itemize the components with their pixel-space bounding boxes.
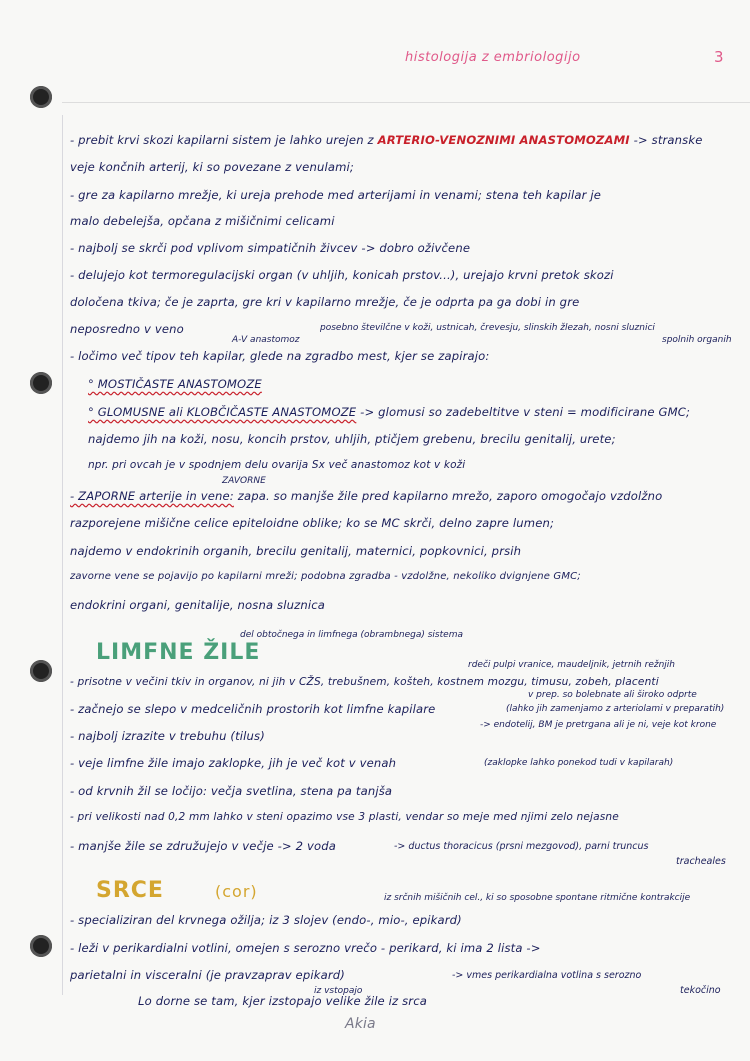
text-line: najdemo v endokrinih organih, brecilu genitalij, maternici, popkovnici, prsih — [70, 544, 522, 558]
text-line: - prebit krvi skozi kapilarni sistem je lahko urejen z ARTERIO-VENOZNIMI ANASTOMOZAMI -> stranske — [70, 133, 703, 147]
text-line: - veje limfne žile imajo zaklopke, jih je več kot v venah — [70, 756, 397, 770]
margin-note: spolnih organih — [662, 335, 732, 345]
text-line: malo debelejša, opčana z mišičnimi celicami — [70, 214, 335, 228]
text-line: - začnejo se slepo v medceličnih prostorih kot limfne kapilare — [70, 702, 436, 716]
margin-note: -> ductus thoracicus (prsni mezgovod), parni truncus — [394, 841, 649, 852]
margin-note: -> endotelij, BM je pretrgana ali je ni, veje kot krone — [480, 720, 717, 730]
text-line: - delujejo kot termoregulacijski organ (v uhljih, konicah prstov...), urejajo krvni pretok skozi — [70, 268, 614, 282]
margin-note: -> vmes perikardialna votlina s serozno — [452, 970, 642, 981]
margin-note: (lahko jih zamenjamo z arteriolami v preparatih) — [506, 704, 725, 714]
text-line: - najbolj izrazite v trebuhu (tilus) — [70, 729, 265, 743]
header-rule — [62, 102, 750, 103]
text-line: veje končnih arterij, ki so povezane z venulami; — [70, 160, 354, 174]
margin-note: rdeči pulpi vranice, maudeljnik, jetrnih režnjih — [468, 660, 675, 670]
margin-note: A-V anastomoz — [232, 335, 300, 345]
margin-note: ZAVORNE — [222, 476, 266, 486]
list-item: ° GLOMUSNE ali KLOBČIČASTE ANASTOMOZE -> glomusi so zadebeltitve v steni = modificirane GMC; — [88, 405, 691, 419]
punch-hole — [30, 935, 52, 957]
margin-note: tekočino — [680, 985, 721, 996]
text-line: npr. pri ovcah je v spodnjem delu ovarija Sx več anastomoz kot v koži — [88, 459, 466, 471]
text-line: razporejene mišične celice epiteloidne oblike; ko se MC skrči, delno zapre lumen; — [70, 516, 555, 530]
text-line: - ločimo več tipov teh kapilar, glede na zgradbo mest, kjer se zapirajo: — [70, 349, 490, 363]
margin-note: iz vstopajo — [314, 986, 363, 996]
text-line: določena tkiva; če je zaprta, gre kri v kapilarno mrežje, če je odprta pa ga dobi in gre — [70, 295, 580, 309]
margin-note: (zaklopke lahko ponekod tudi v kapilarah) — [484, 758, 674, 768]
section-title-srce: SRCE — [96, 878, 164, 903]
margin-note: v prep. so bolebnate ali široko odprte — [528, 690, 697, 700]
text-line: - prisotne v večini tkiv in organov, ni jih v CŽS, trebušnem, košteh, kostnem mozgu, timusu, zobeh, placenti — [70, 676, 659, 688]
punch-hole — [30, 660, 52, 682]
text-line: - ZAPORNE arterije in vene: zapa. so manjše žile pred kapilarno mrežo, zaporo omogočajo vzdolžno — [70, 489, 663, 503]
text-line: - najbolj se skrči pod vplivom simpatičnih živcev -> dobro oživčene — [70, 241, 471, 255]
text-line: - leži v perikardialni votlini, omejen s serozno vrečo - perikard, ki ima 2 lista -> — [70, 941, 541, 955]
page-number: 3 — [714, 48, 724, 66]
punch-hole — [30, 372, 52, 394]
section-subtitle-cor: (cor) — [215, 882, 258, 901]
text-line: najdemo jih na koži, nosu, koncih prstov, uhljih, ptičjem grebenu, brecilu genitalij, urete; — [88, 432, 616, 446]
text-line: - manjše žile se združujejo v večje -> 2 voda — [70, 839, 337, 853]
text-line: - pri velikosti nad 0,2 mm lahko v steni opazimo vse 3 plasti, vendar so meje med njimi zelo nejasne — [70, 811, 619, 823]
margin-note: tracheales — [676, 856, 726, 867]
margin-line — [62, 115, 63, 995]
punch-hole — [30, 86, 52, 108]
margin-note: posebno številčne v koži, ustnicah, črevesju, slinskih žlezah, nosni sluznici — [320, 323, 655, 333]
section-title-limfne: LIMFNE ŽILE — [96, 640, 261, 665]
text-line: - od krvnih žil se ločijo: večja svetlina, stena pa tanjša — [70, 784, 393, 798]
page-header: histologija z embriologijo — [405, 50, 581, 65]
text-line: Lo dorne se tam, kjer izstopajo velike žile iz srca — [138, 994, 428, 1008]
text-line: - specializiran del krvnega ožilja; iz 3 slojev (endo-, mio-, epikard) — [70, 913, 462, 927]
margin-note: iz srčnih mišičnih cel., ki so sposobne spontane ritmične kontrakcije — [384, 893, 691, 903]
section-note: del obtočnega in limfnega (obrambnega) sistema — [240, 630, 463, 640]
text-line: parietalni in visceralni (je pravzaprav epikard) — [70, 968, 345, 982]
text-line: neposredno v veno — [70, 322, 184, 336]
text-line: zavorne vene se pojavijo po kapilarni mreži; podobna zgradba - vzdolžne, nekoliko dvignjene GMC; — [70, 571, 581, 582]
list-item: ° MOSTIČASTE ANASTOMOZE — [88, 377, 262, 391]
text-line: - gre za kapilarno mrežje, ki ureja prehode med arterijami in venami; stena teh kapilar je — [70, 188, 602, 202]
signature: Akia — [345, 1016, 376, 1032]
text-line: endokrini organi, genitalije, nosna sluznica — [70, 598, 325, 612]
